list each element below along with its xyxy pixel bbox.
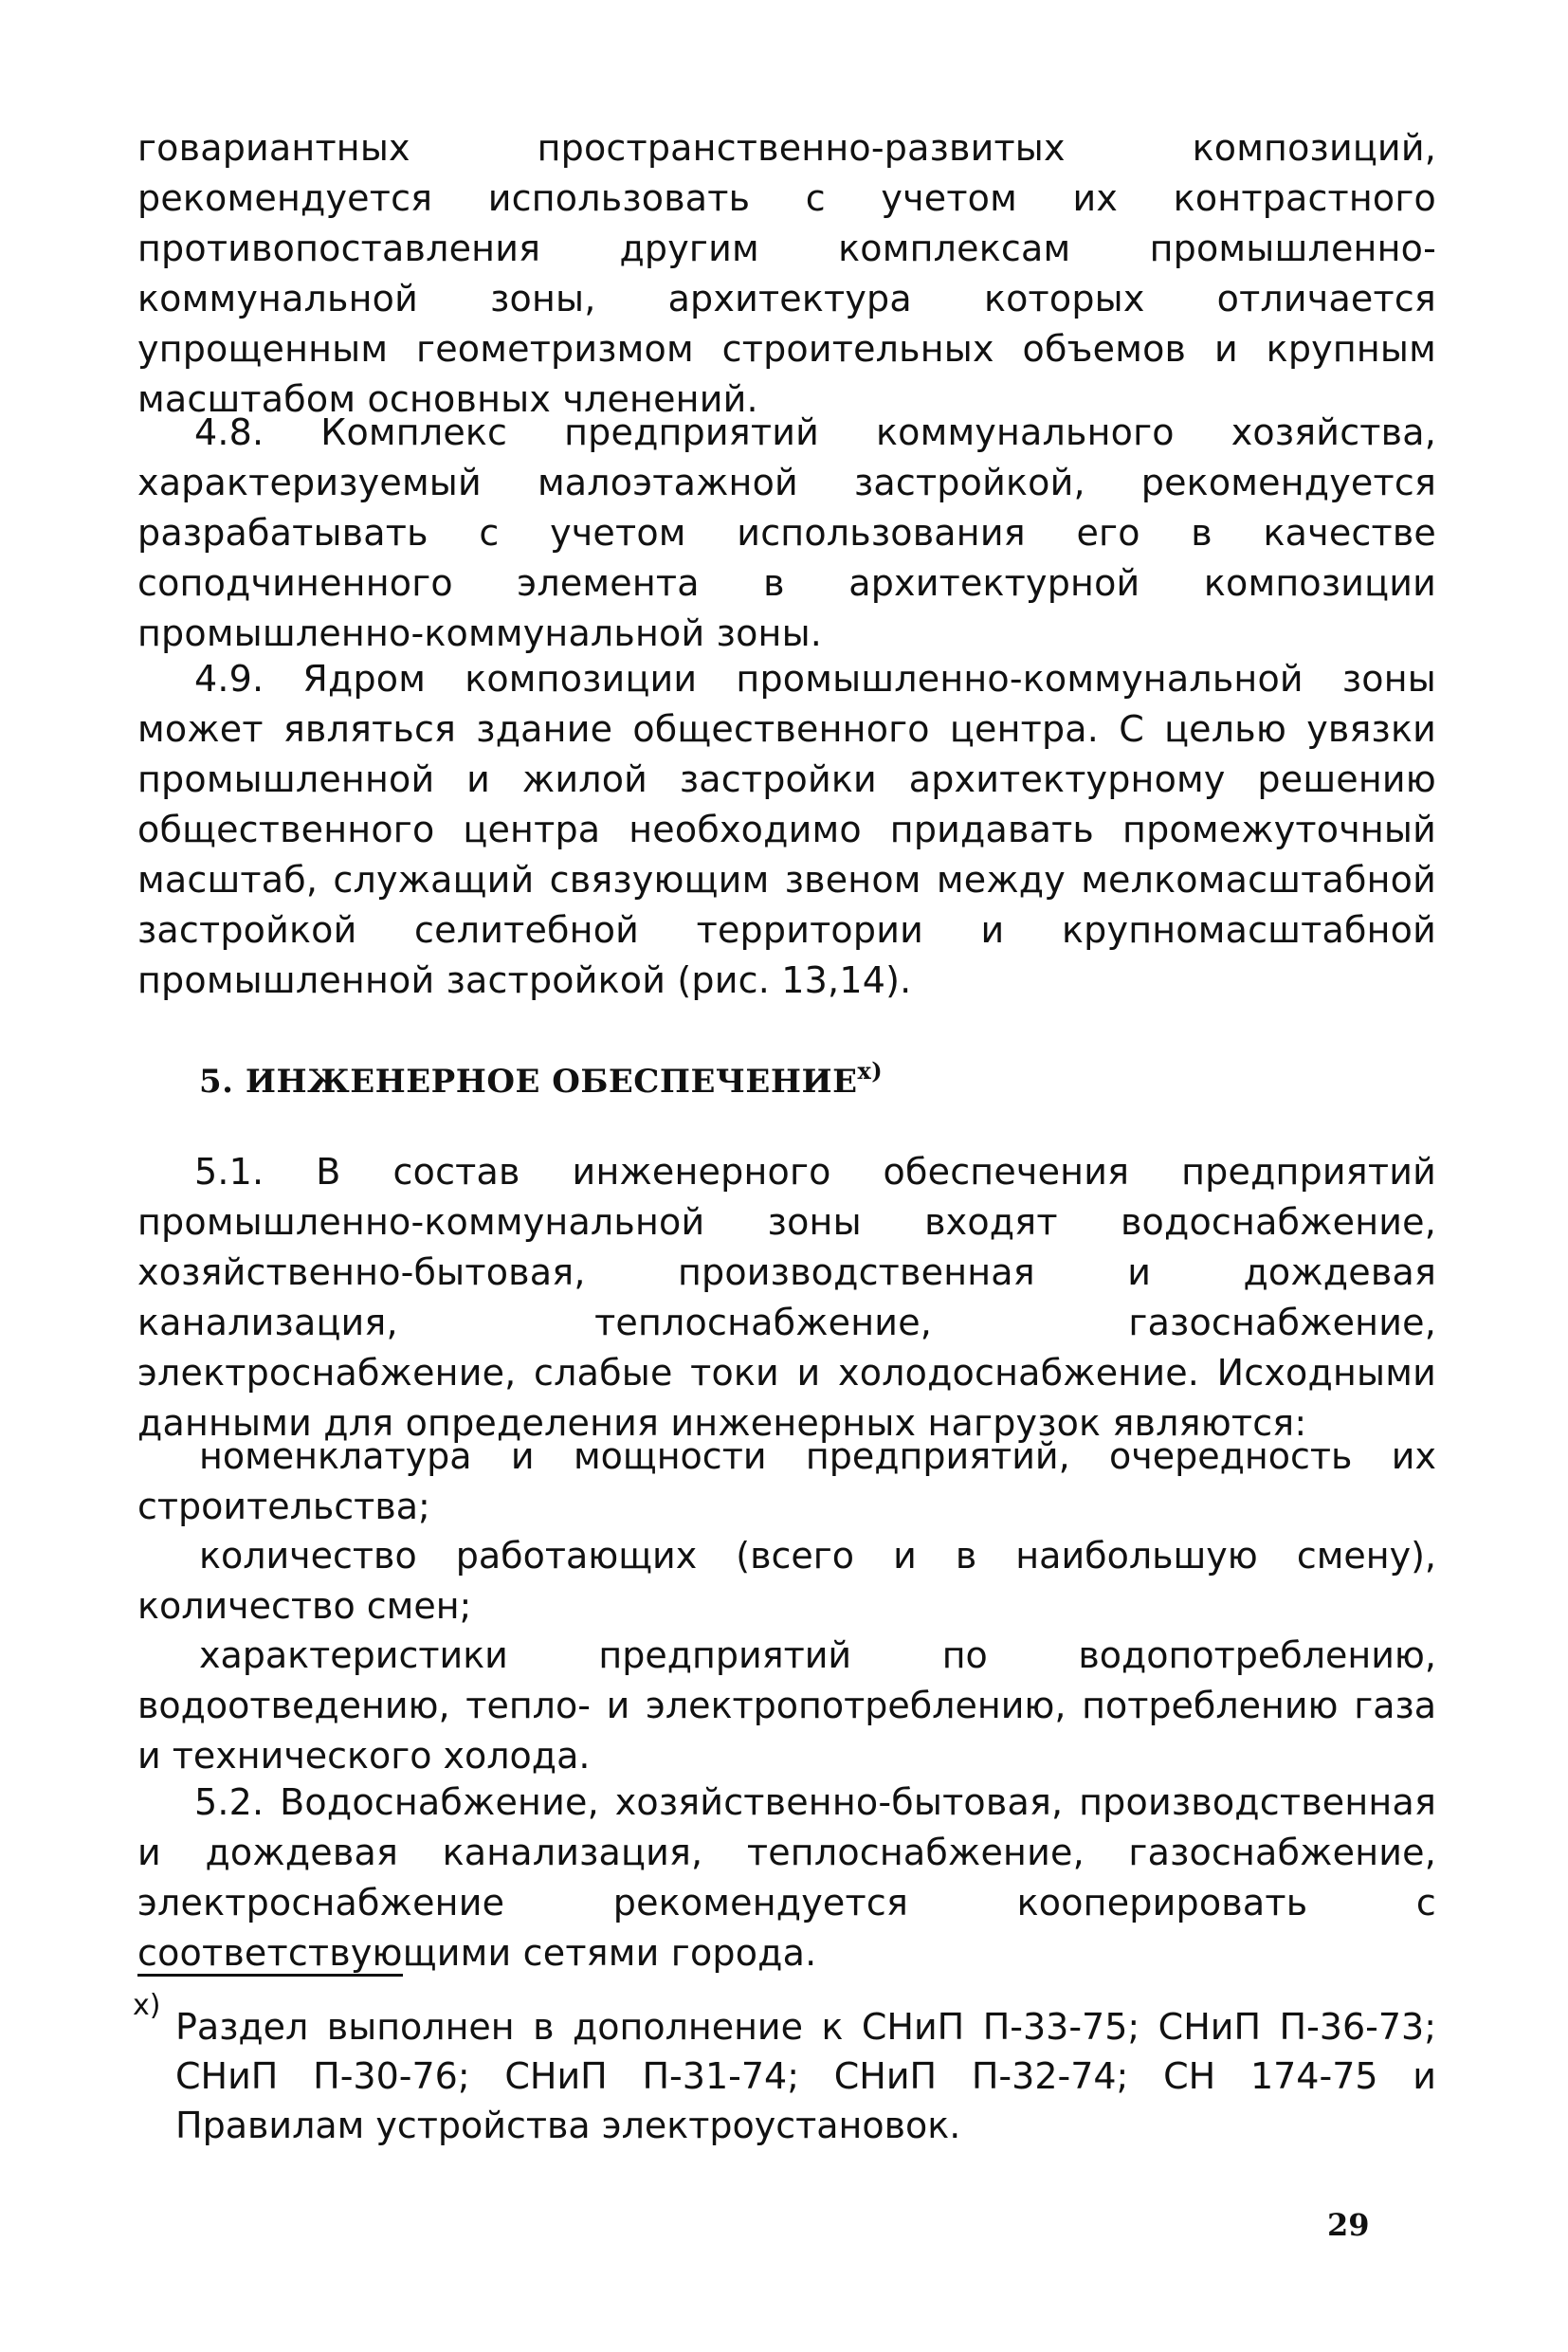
footnote-text: Раздел выполнен в дополнение к СНиП П-33-75; СНиП П-36-73; СНиП П-30-76; СНиП П-31-74; СНиП П-32-74; СН 174-75 и Правилам устройства электроустановок. (175, 2006, 1436, 2146)
paragraph-4-9: 4.9. Ядром композиции промышленно-коммунальной зоны может являться здание общественного центра. С целью увязки промышленной и жилой застройки архитектурному решению общественного центра необходимо придавать промежуточный масштаб, служащий связующим звеном между мелкомасштабной застройкой селитебной территории и крупномасштабной промышленной застройкой (рис. 13,14). (137, 658, 1436, 1001)
footnote-divider (137, 1974, 403, 1977)
paragraph-4-8: 4.8. Комплекс предприятий коммунального хозяйства, характеризуемый малоэтажной застройкой, рекомендуется разрабатывать с учетом использования его в качестве соподчиненного элемента в архитектурной композиции промышленно-коммунальной зоны. (137, 411, 1436, 654)
list-item-characteristics: характеристики предприятий по водопотреблению, водоотведению, тепло- и электропотреблению, потреблению газа и технического холода. (137, 1634, 1436, 1777)
paragraph-continuation: говариантных пространственно-развитых композиций, рекомендуется использовать с учетом их контрастного противопоставления другим комплексам промышленно-коммунальной зоны, архитектура которых отличается упрощенным геометризмом строительных объемов и крупным масштабом основных членений. (137, 127, 1436, 420)
list-item-nomenclature: номенклатура и мощности предприятий, очередность их строительства; (137, 1435, 1436, 1527)
paragraph-5-2: 5.2. Водоснабжение, хозяйственно-бытовая, производственная и дождевая канализация, теплоснабжение, газоснабжение, электроснабжение рекомендуется кооперировать с соответствующими сетями города. (137, 1781, 1436, 1974)
section-title-text: 5. ИНЖЕНЕРНОЕ ОБЕСПЕЧЕНИЕ (199, 1063, 858, 1101)
page-number: 29 (1327, 2207, 1370, 2243)
paragraph-5-1: 5.1. В состав инженерного обеспечения предприятий промышленно-коммунальной зоны входят водоснабжение, хозяйственно-бытовая, производственная и дождевая канализация, теплоснабжение, газоснабжение, электроснабжение, слабые токи и холодоснабжение. Исходными данными для определения инженерных нагрузок являются: (137, 1151, 1436, 1444)
footnote-mark: x) (133, 1989, 161, 2022)
section-footnote-ref: x) (857, 1057, 884, 1085)
section-heading (199, 1057, 883, 1101)
list-item-workers: количество работающих (всего и в наибольшую смену), количество смен; (137, 1535, 1436, 1627)
